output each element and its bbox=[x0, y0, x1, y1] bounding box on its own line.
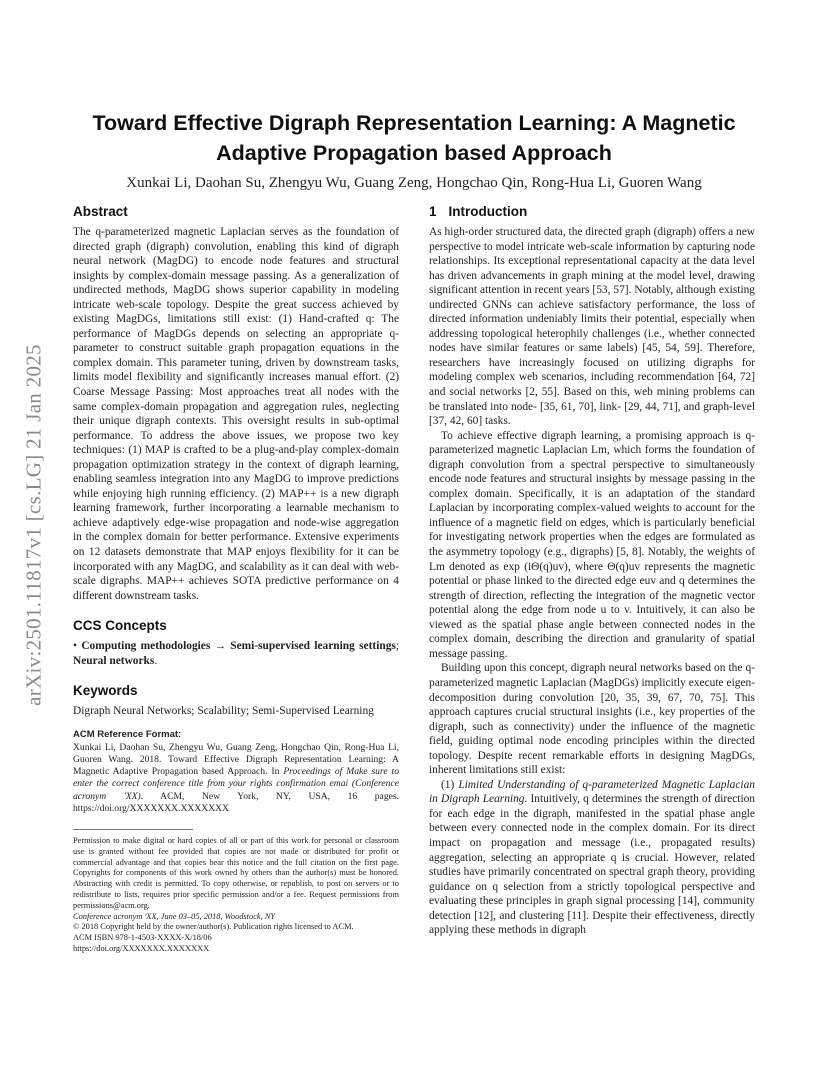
limitation-label: (1) bbox=[441, 778, 459, 791]
acm-reference-text bbox=[73, 742, 399, 815]
intro-paragraph-2: To achieve effective digraph learning, a promising approach is q-parameterized magnetic Laplacian Lm, which forms the foundation of digraph convolution from a spectral perspective to simultaneously encode node features and structural insights by message passing in the complex domain. Specifically, it is an adaptation of the standard Laplacian by incorporating complex-valued weights to account for the influence of a magnetic field on edges, which is particularly beneficial for investigating network properties when the edges are formulated as the asymmetry topology (e.g., digraphs) [5, 8]. Notably, the weights of Lm denoted as exp (iΘ(q)uv), where Θ(q)uv represents the magnetic potential or phase linked to the directed edge euv and q determines the strength of direction, reflecting the integration of the magnetic vector potential along the edge from node u to v. Intuitively, it can also be viewed as the spatial phase angle between connected nodes in the complex domain, describing the direction and granularity of spatial message passing. bbox=[429, 429, 755, 660]
section-number: 1 bbox=[429, 204, 437, 219]
intro-paragraph-4 bbox=[429, 778, 755, 938]
ccs-item-1: Computing methodologies → Semi-supervised learning settings bbox=[81, 640, 396, 653]
conference-line bbox=[73, 912, 399, 923]
acm-reference-part-b: . ACM, New York, NY, USA, 16 pages. https://doi.org/XXXXXXX.XXXXXXX bbox=[73, 790, 400, 814]
introduction-heading bbox=[429, 203, 755, 221]
copyright-line: © 2018 Copyright held by the owner/author(s). Publication rights licensed to ACM. bbox=[73, 922, 354, 932]
author-list: Xunkai Li, Daohan Su, Zhengyu Wu, Guang Zeng, Hongchao Qin, Rong-Hua Li, Guoren Wang bbox=[126, 175, 702, 191]
keywords-heading: Keywords bbox=[73, 683, 138, 699]
ccs-concepts bbox=[73, 639, 399, 668]
acm-reference-proceedings: Proceedings of Make sure to enter the correct conference title from your rights confirmation emai (Conference acronym 'XX) bbox=[73, 766, 400, 802]
footnote-divider bbox=[73, 829, 193, 830]
ccs-bullet: • bbox=[73, 640, 77, 653]
intro-paragraph-1: As high-order structured data, the directed graph (digraph) offers a new perspective to model intricate web-scale information by capturing node relationships. Its exceptional representational capacity at the data level has driven advancements in graph mining at the model level, drawing significant attention in recent years [53, 57]. Notably, although existing undirected GNNs can achieve satisfactory performance, the loss of directed information undeniably limits their potential, especially when addressing topological heterophily challenges (i.e., whether connected nodes have similar features or same labels) [45, 54, 59]. Therefore, researchers have increasingly focused on utilizing digraphs for modeling complex web scenarios, including recommendation [64, 72] and social networks [2, 55]. Based on this, web mining problems can be translated into node- [35, 61, 70], link- [29, 44, 71], and graph-level [37, 42, 60] tasks. bbox=[429, 226, 755, 428]
right-column bbox=[429, 203, 755, 938]
conference-text: Conference acronym 'XX, June 03–05, 2018, Woodstock, NY bbox=[73, 911, 276, 921]
intro-paragraph-3: Building upon this concept, digraph neural networks based on the q-parameterized magnetic Laplacian (MagDGs) implicitly execute eigen-decomposition during convolution [20, 35, 39, 67, 70, 75]. This approach captures crucial structural insights (i.e., key properties of the digraph, such as connectivity) under the influence of the magnetic field, guiding optimal node encoding principles within the directed topology. Despite recent remarkable efforts in designing MagDGs, inherent limitations still exist: bbox=[429, 662, 755, 777]
permission-notice: Permission to make digital or hard copies of all or part of this work for personal or classroom use is granted without fee provided that copies are not made or distributed for profit or commercial advantage and that copies bear this notice and the full citation on the first page. Copyrights for components of this work owned by others than the author(s) must be honored. Abstracting with credit is permitted. To copy otherwise, or republish, to post on servers or to redistribute to lists, requires prior specific permission and/or a fee. Request permissions from permissions@acm.org. bbox=[73, 836, 399, 910]
abstract-text: The q-parameterized magnetic Laplacian serves as the foundation of directed graph (digraph) convolution, enabling this kind of digraph neural network (MagDG) to encode node features and structural insights by complex-domain message passing. As a generalization of undirected methods, MagDG shows superior capability in modeling intricate web-scale topology. Despite the great success achieved by existing MagDGs, limitations still exist: (1) Hand-crafted q: The performance of MagDGs depends on selecting an appropriate q-parameter to construct suitable graph propagation equations in the complex domain. This parameter tuning, driven by downstream tasks, limits model flexibility and significantly increases manual effort. (2) Coarse Message Passing: Most approaches treat all nodes with the same complex-domain propagation and aggregation rules, neglecting their unique digraph contexts. This oversight results in sub-optimal performance. To address the above issues, we propose two key techniques: (1) MAP is crafted to be a plug-and-play complex-domain propagation optimization strategy in the context of digraph learning, enabling seamless integration into any MagDG to improve predictions while enjoying high running efficiency. (2) MAP++ is a new digraph learning framework, further incorporating a learnable mechanism to achieve adaptively edge-wise propagation and node-wise aggregation in the complex domain for better performance. Extensive experiments on 12 datasets demonstrate that MAP enjoys flexibility for it can be incorporated with any MagDG, and scalability as it can deal with web-scale digraphs. MAP++ achieves SOTA predictive performance on 4 different downstream tasks. bbox=[73, 226, 399, 602]
ccs-end: . bbox=[154, 654, 158, 667]
ccs-item-2: Neural networks bbox=[73, 654, 155, 667]
left-column bbox=[73, 203, 399, 955]
abstract-heading: Abstract bbox=[73, 204, 128, 219]
paper-title: Toward Effective Digraph Representation Learning: A Magnetic Adaptive Propagation based Approach bbox=[92, 111, 736, 165]
isbn-line: ACM ISBN 978-1-4503-XXXX-X/18/06 bbox=[73, 933, 212, 943]
section-title: Introduction bbox=[448, 204, 528, 219]
ccs-separator: ; bbox=[395, 640, 399, 653]
acm-reference-heading: ACM Reference Format: bbox=[73, 728, 182, 740]
arxiv-identifier-text: arXiv:2501.11817v1 [cs.LG] 21 Jan 2025 bbox=[21, 344, 46, 706]
acm-reference-part-a: Xunkai Li, Daohan Su, Zhengyu Wu, Guang Zeng, Hongchao Qin, Rong-Hua Li, Guoren Wang. 2018. Toward Effective Digraph Representation Learning: A Magnetic Adaptive Propagation based Approach. In bbox=[73, 741, 399, 778]
doi-line: https://doi.org/XXXXXXX.XXXXXXX bbox=[73, 944, 210, 954]
ccs-heading: CCS Concepts bbox=[73, 618, 167, 634]
limitation-title: Limited Understanding of q-parameterized Magnetic Laplacian in Digraph Learning. bbox=[429, 778, 755, 806]
arxiv-identifier bbox=[17, 290, 51, 760]
keywords-text: Digraph Neural Networks; Scalability; Semi-Supervised Learning bbox=[73, 705, 374, 718]
limitation-text: Intuitively, q determines the strength of direction for each edge in the digraph, manifested in the spatial phase angle between every connected node in the complex domain. For its direct impact on propagation and message (i.e., propagated results) aggregation, selecting an appropriate q is crucial. However, related studies have primarily concentrated on spectral graph theory, providing guidance on q selection from a strictly topological perspective and evaluating these principles in graph signal processing [14], community detection [12], and clustering [11]. Despite their effectiveness, directly applying these methods in digraph bbox=[429, 793, 755, 937]
